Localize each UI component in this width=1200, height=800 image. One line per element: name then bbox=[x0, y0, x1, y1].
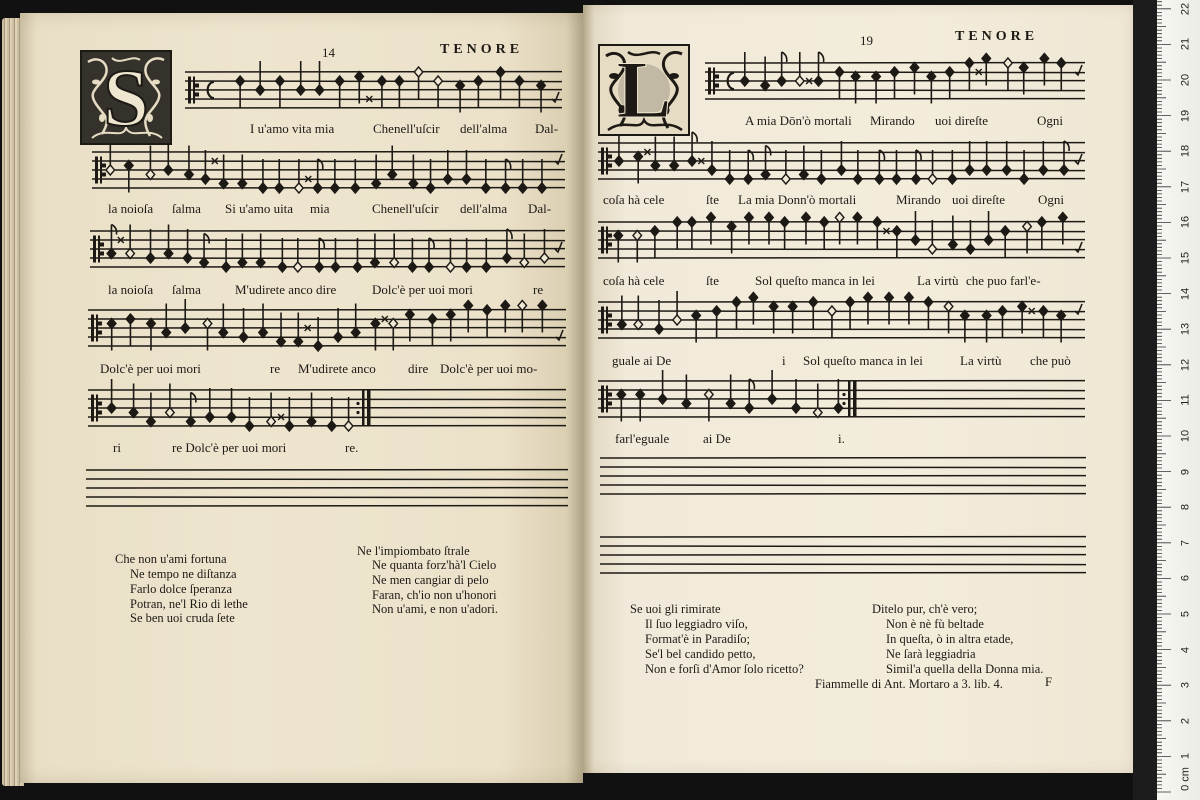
custos bbox=[1075, 242, 1082, 252]
note bbox=[482, 238, 491, 272]
note bbox=[1023, 222, 1032, 254]
note bbox=[307, 393, 316, 427]
staff bbox=[88, 299, 566, 351]
note bbox=[146, 229, 155, 263]
custos bbox=[552, 92, 559, 102]
staff bbox=[598, 370, 1085, 422]
note bbox=[1002, 141, 1011, 175]
lyric-text: i. bbox=[838, 431, 845, 446]
lyric-text: dell'alma bbox=[460, 121, 508, 136]
note bbox=[351, 304, 360, 338]
note bbox=[984, 211, 993, 245]
lyric-text: Mirando bbox=[896, 192, 941, 207]
left-page-number: 14 bbox=[322, 45, 335, 60]
note bbox=[732, 297, 741, 329]
note bbox=[912, 150, 921, 184]
lyric-text: Dolc'è per uoi mori bbox=[100, 361, 201, 376]
measuring-ruler bbox=[1157, 0, 1200, 800]
note bbox=[164, 141, 173, 175]
note bbox=[712, 306, 721, 338]
note bbox=[682, 375, 691, 409]
note bbox=[462, 238, 471, 272]
lyric-text: Mirando bbox=[870, 113, 915, 128]
note bbox=[1060, 141, 1069, 175]
note bbox=[777, 52, 786, 86]
note bbox=[834, 379, 843, 413]
lyric-text: ai De bbox=[703, 431, 731, 446]
note bbox=[924, 297, 933, 329]
poem-line: Il ſuo leggiadro viſo, bbox=[645, 617, 748, 631]
note bbox=[315, 238, 324, 272]
staff-lines bbox=[598, 302, 1085, 338]
poem-line: Se ben uoi cruda ſete bbox=[130, 611, 235, 625]
lyric-text: M'udirete anco dire bbox=[235, 282, 337, 297]
ruler-label: 9 bbox=[1179, 468, 1192, 475]
note bbox=[792, 379, 801, 413]
ruler-label: 7 bbox=[1179, 539, 1192, 546]
ruler-label: 5 bbox=[1179, 610, 1192, 618]
note bbox=[651, 226, 660, 258]
lyric-text: La virtù bbox=[917, 273, 959, 288]
ruler-label: 20 bbox=[1179, 73, 1192, 87]
note bbox=[106, 141, 115, 175]
note bbox=[658, 370, 667, 404]
note bbox=[185, 146, 194, 180]
staff-lines bbox=[88, 390, 566, 426]
lyric-text: i bbox=[782, 353, 786, 368]
note bbox=[854, 150, 863, 184]
note bbox=[875, 150, 884, 184]
lyric-text: I u'amo vita mia bbox=[250, 121, 335, 136]
note bbox=[344, 397, 353, 431]
note bbox=[295, 159, 304, 193]
note bbox=[496, 67, 505, 99]
ruler-label: 11 bbox=[1179, 394, 1192, 407]
note bbox=[181, 299, 190, 333]
lyric-text: re bbox=[270, 361, 281, 376]
note bbox=[277, 313, 286, 347]
note bbox=[331, 238, 340, 272]
note bbox=[828, 306, 837, 338]
poem-line: Ne ſarà leggiadria bbox=[886, 647, 976, 661]
custos bbox=[1075, 65, 1082, 75]
note bbox=[515, 76, 524, 108]
ruler-scale bbox=[1157, 0, 1200, 800]
lyric-text: ri bbox=[113, 440, 121, 455]
lyric-text: farl'eguale bbox=[615, 431, 670, 446]
note bbox=[1038, 217, 1047, 249]
lyric-text: Dal- bbox=[528, 201, 552, 216]
note bbox=[800, 146, 809, 180]
poem-line: Ne l'impiombato ſtrale bbox=[357, 544, 470, 558]
note bbox=[434, 76, 443, 108]
note bbox=[462, 150, 471, 184]
note bbox=[688, 217, 697, 249]
note bbox=[126, 314, 135, 346]
note bbox=[227, 388, 236, 422]
staff-lines bbox=[92, 152, 565, 188]
note bbox=[998, 306, 1007, 338]
custos bbox=[1075, 304, 1082, 314]
note bbox=[837, 141, 846, 175]
poem-line: Non è nè fù beltade bbox=[886, 617, 984, 631]
note bbox=[1057, 58, 1066, 90]
note bbox=[948, 150, 957, 184]
note bbox=[1020, 150, 1029, 184]
lyric-text: ſalma bbox=[172, 282, 201, 297]
note bbox=[238, 155, 247, 189]
note bbox=[1039, 306, 1048, 338]
note bbox=[425, 238, 434, 272]
lyric-text: La mia Donn'ò mortali bbox=[738, 192, 857, 207]
note bbox=[371, 234, 380, 268]
note bbox=[327, 397, 336, 431]
staff bbox=[90, 225, 565, 273]
note bbox=[331, 159, 340, 193]
lyric-text: uoi direſte bbox=[952, 192, 1006, 207]
note bbox=[278, 238, 287, 272]
ruler-label: 2 bbox=[1179, 717, 1192, 724]
note bbox=[129, 384, 138, 418]
lyric-text: ſalma bbox=[172, 201, 201, 216]
staff bbox=[185, 61, 562, 113]
ruler-label: 0 cm bbox=[1179, 767, 1192, 791]
staff bbox=[600, 458, 1086, 494]
poem-line: Faran, ch'io non u'honori bbox=[372, 588, 497, 602]
note bbox=[768, 370, 777, 404]
lyric-text: coſa hà cele bbox=[603, 192, 665, 207]
note bbox=[275, 159, 284, 193]
note bbox=[256, 234, 265, 268]
poem-line: Format'è in Paradiſo; bbox=[645, 632, 751, 646]
lyric-text: re Dolc'è per uoi mori bbox=[172, 440, 287, 455]
ruler-label: 21 bbox=[1179, 38, 1192, 51]
note bbox=[761, 146, 770, 180]
note bbox=[296, 61, 305, 95]
note bbox=[893, 226, 902, 258]
note bbox=[618, 296, 627, 330]
staff bbox=[88, 379, 566, 431]
note bbox=[107, 379, 116, 413]
note bbox=[200, 234, 209, 268]
lyric-text: Dolc'è per uoi mori bbox=[372, 282, 473, 297]
note bbox=[409, 155, 418, 189]
staff-lines bbox=[86, 470, 568, 506]
note bbox=[634, 296, 643, 330]
lyric-text: Sol queſto manca in lei bbox=[755, 273, 875, 288]
note bbox=[780, 217, 789, 249]
ruler-label: 17 bbox=[1179, 180, 1192, 193]
note bbox=[388, 146, 397, 180]
poem-line: Se'l bel candido petto, bbox=[645, 647, 756, 661]
lyric-text: guale ai De bbox=[612, 353, 672, 368]
custos bbox=[1075, 154, 1082, 164]
note bbox=[353, 238, 362, 272]
note bbox=[911, 211, 920, 245]
lyric-text: ſte bbox=[706, 273, 719, 288]
lyric-text: A mia Dōn'ò mortali bbox=[745, 113, 852, 128]
custos bbox=[556, 330, 563, 340]
note bbox=[239, 308, 248, 342]
source-attribution: Fiammelle di Ant. Mortaro a 3. lib. 4. bbox=[815, 677, 1003, 691]
note bbox=[294, 313, 303, 347]
note bbox=[518, 159, 527, 193]
note bbox=[982, 141, 991, 175]
note bbox=[482, 159, 491, 193]
decorated-initial bbox=[598, 44, 690, 136]
right-part-name: TENORE bbox=[955, 29, 1039, 44]
staff-lines bbox=[600, 458, 1086, 494]
note bbox=[164, 225, 173, 259]
note bbox=[949, 216, 958, 250]
ruler-label: 22 bbox=[1179, 2, 1192, 15]
staff bbox=[598, 211, 1085, 263]
staff-lines bbox=[90, 231, 565, 267]
note bbox=[795, 52, 804, 86]
note bbox=[238, 234, 247, 268]
staff-lines bbox=[88, 310, 566, 346]
staff bbox=[598, 132, 1085, 184]
lyric-text: Chenell'uſcir bbox=[373, 121, 440, 136]
note bbox=[965, 141, 974, 175]
note bbox=[395, 76, 404, 108]
note bbox=[820, 217, 829, 249]
lyric-text: la noioſa bbox=[108, 282, 154, 297]
note bbox=[166, 384, 175, 418]
note bbox=[146, 146, 155, 180]
note bbox=[183, 229, 192, 263]
poem-line: Ne men cangiar di pelo bbox=[372, 573, 489, 587]
note bbox=[890, 67, 899, 99]
note bbox=[708, 141, 717, 175]
note bbox=[107, 225, 116, 259]
note bbox=[688, 132, 697, 166]
poem-line: Non u'ami, e non u'adori. bbox=[372, 602, 499, 616]
signature-mark: F bbox=[1045, 675, 1052, 689]
staff bbox=[86, 470, 568, 506]
poem-line: Ne tempo ne diſtanza bbox=[130, 567, 237, 581]
note bbox=[835, 67, 844, 99]
lyric-text: Chenell'uſcir bbox=[372, 201, 439, 216]
note bbox=[1039, 141, 1048, 175]
note bbox=[615, 132, 624, 166]
note bbox=[147, 393, 156, 427]
note bbox=[219, 304, 228, 338]
note bbox=[501, 159, 510, 193]
staff-lines bbox=[600, 537, 1086, 573]
poem-line: Ne quanta forz'hà'l Cielo bbox=[372, 558, 497, 572]
ruler-label: 16 bbox=[1179, 216, 1192, 229]
initial-letter: S bbox=[103, 51, 149, 143]
left-part-name: TENORE bbox=[440, 42, 524, 57]
note bbox=[351, 159, 360, 193]
note bbox=[873, 217, 882, 249]
ruler-label: 6 bbox=[1179, 575, 1192, 582]
lyric-text: La virtù bbox=[960, 353, 1002, 368]
staff-lines bbox=[598, 381, 1085, 417]
lyric-text: che puo farl'e- bbox=[966, 273, 1041, 288]
note bbox=[540, 229, 549, 263]
lyric-text: coſa hà cele bbox=[603, 273, 665, 288]
ruler-label: 8 bbox=[1179, 504, 1192, 511]
lyric-text: re. bbox=[345, 440, 359, 455]
ruler-label: 10 bbox=[1179, 429, 1192, 443]
note bbox=[745, 379, 754, 413]
ruler-label: 1 bbox=[1179, 753, 1192, 760]
note bbox=[446, 310, 455, 342]
ruler-label: 15 bbox=[1179, 251, 1192, 265]
note bbox=[655, 300, 664, 334]
ruler-label: 18 bbox=[1179, 145, 1192, 158]
ruler-label: 13 bbox=[1179, 323, 1192, 336]
staff bbox=[598, 291, 1085, 343]
poem-line: Che non u'ami fortuna bbox=[115, 552, 227, 566]
note bbox=[126, 225, 135, 259]
note bbox=[945, 67, 954, 99]
lyric-text: Ogni bbox=[1037, 113, 1063, 128]
note bbox=[1019, 63, 1028, 95]
ruler-label: 3 bbox=[1179, 682, 1192, 689]
note bbox=[809, 297, 818, 329]
lyric-text: dire bbox=[408, 361, 429, 376]
note bbox=[965, 58, 974, 90]
lyric-text: Si u'amo uita bbox=[225, 201, 294, 216]
note bbox=[313, 159, 322, 193]
note bbox=[205, 388, 214, 422]
note bbox=[892, 150, 901, 184]
note bbox=[814, 52, 823, 86]
poem-line: Ditelo pur, ch'è vero; bbox=[872, 602, 978, 616]
lyric-text: M'udirete anco bbox=[298, 361, 376, 376]
note bbox=[673, 217, 682, 249]
note bbox=[276, 76, 285, 108]
note bbox=[740, 52, 749, 86]
staff-lines bbox=[598, 222, 1085, 258]
note bbox=[236, 76, 245, 108]
note bbox=[725, 150, 734, 184]
lyric-text: mia bbox=[310, 201, 330, 216]
note bbox=[673, 291, 682, 325]
note bbox=[426, 159, 435, 193]
ruler-label: 12 bbox=[1179, 358, 1192, 371]
note bbox=[334, 308, 343, 342]
ruler-label: 14 bbox=[1179, 287, 1192, 300]
note bbox=[483, 305, 492, 337]
note bbox=[201, 150, 210, 184]
note bbox=[966, 220, 975, 254]
poem-line: In queſta, ò in altra etade, bbox=[886, 632, 1014, 646]
staff bbox=[705, 52, 1085, 104]
lyric-text: Dolc'è per uoi mo- bbox=[440, 361, 538, 376]
note bbox=[408, 238, 417, 272]
note bbox=[315, 61, 324, 95]
poem-line: Se uoi gli rimirate bbox=[630, 602, 721, 616]
note bbox=[538, 159, 547, 193]
note bbox=[670, 137, 679, 171]
initial-letter: L bbox=[616, 44, 672, 135]
note bbox=[726, 375, 735, 409]
lyric-text: la noioſa bbox=[108, 201, 154, 216]
note bbox=[651, 137, 660, 171]
note bbox=[761, 57, 770, 91]
note bbox=[372, 155, 381, 189]
ruler-label: 19 bbox=[1179, 109, 1192, 122]
ruler-ticks bbox=[1157, 2, 1171, 792]
note bbox=[817, 150, 826, 184]
note bbox=[390, 234, 399, 268]
note bbox=[846, 297, 855, 329]
note bbox=[813, 384, 822, 418]
poem-line: Potran, ne'l Rio di lethe bbox=[130, 597, 248, 611]
decorated-initial bbox=[80, 50, 172, 145]
note bbox=[378, 76, 387, 108]
lyric-text: uoi direſte bbox=[935, 113, 989, 128]
note bbox=[285, 397, 294, 431]
note bbox=[267, 393, 276, 427]
note bbox=[928, 220, 937, 254]
note bbox=[222, 238, 231, 272]
note bbox=[1001, 226, 1010, 258]
ruler-label: 4 bbox=[1179, 646, 1192, 653]
note bbox=[782, 150, 791, 184]
note bbox=[335, 76, 344, 108]
poem-line: Non e forſi d'Amor ſolo ricetto? bbox=[645, 662, 804, 676]
note bbox=[314, 317, 323, 351]
custos bbox=[555, 242, 562, 252]
lyric-text: Ogni bbox=[1038, 192, 1064, 207]
note bbox=[219, 155, 228, 189]
poem-line: Farlo dolce ſperanza bbox=[130, 582, 233, 596]
note bbox=[294, 238, 303, 272]
note bbox=[520, 234, 529, 268]
note bbox=[259, 159, 268, 193]
lyric-text: dell'alma bbox=[460, 201, 508, 216]
lyric-text: re bbox=[533, 282, 544, 297]
note bbox=[744, 150, 753, 184]
staff bbox=[600, 537, 1086, 573]
custos bbox=[555, 154, 562, 164]
note bbox=[928, 150, 937, 184]
right-page-number: 19 bbox=[860, 33, 873, 48]
note bbox=[414, 67, 423, 99]
note bbox=[259, 304, 268, 338]
note bbox=[474, 76, 483, 108]
lyric-text: Dal- bbox=[535, 121, 559, 136]
note bbox=[503, 229, 512, 263]
note bbox=[446, 238, 455, 272]
lyric-text: ſte bbox=[706, 192, 719, 207]
staff bbox=[92, 141, 565, 193]
note bbox=[1018, 302, 1027, 334]
note bbox=[256, 61, 265, 95]
lyric-text: Sol queſto manca in lei bbox=[803, 353, 923, 368]
note bbox=[428, 314, 437, 346]
lyric-text: che può bbox=[1030, 353, 1071, 368]
note bbox=[443, 150, 452, 184]
note bbox=[1004, 58, 1013, 90]
note bbox=[186, 393, 195, 427]
note bbox=[245, 397, 254, 431]
poem-line: Simil'a quella della Donna mia. bbox=[886, 662, 1044, 676]
note bbox=[162, 304, 171, 338]
